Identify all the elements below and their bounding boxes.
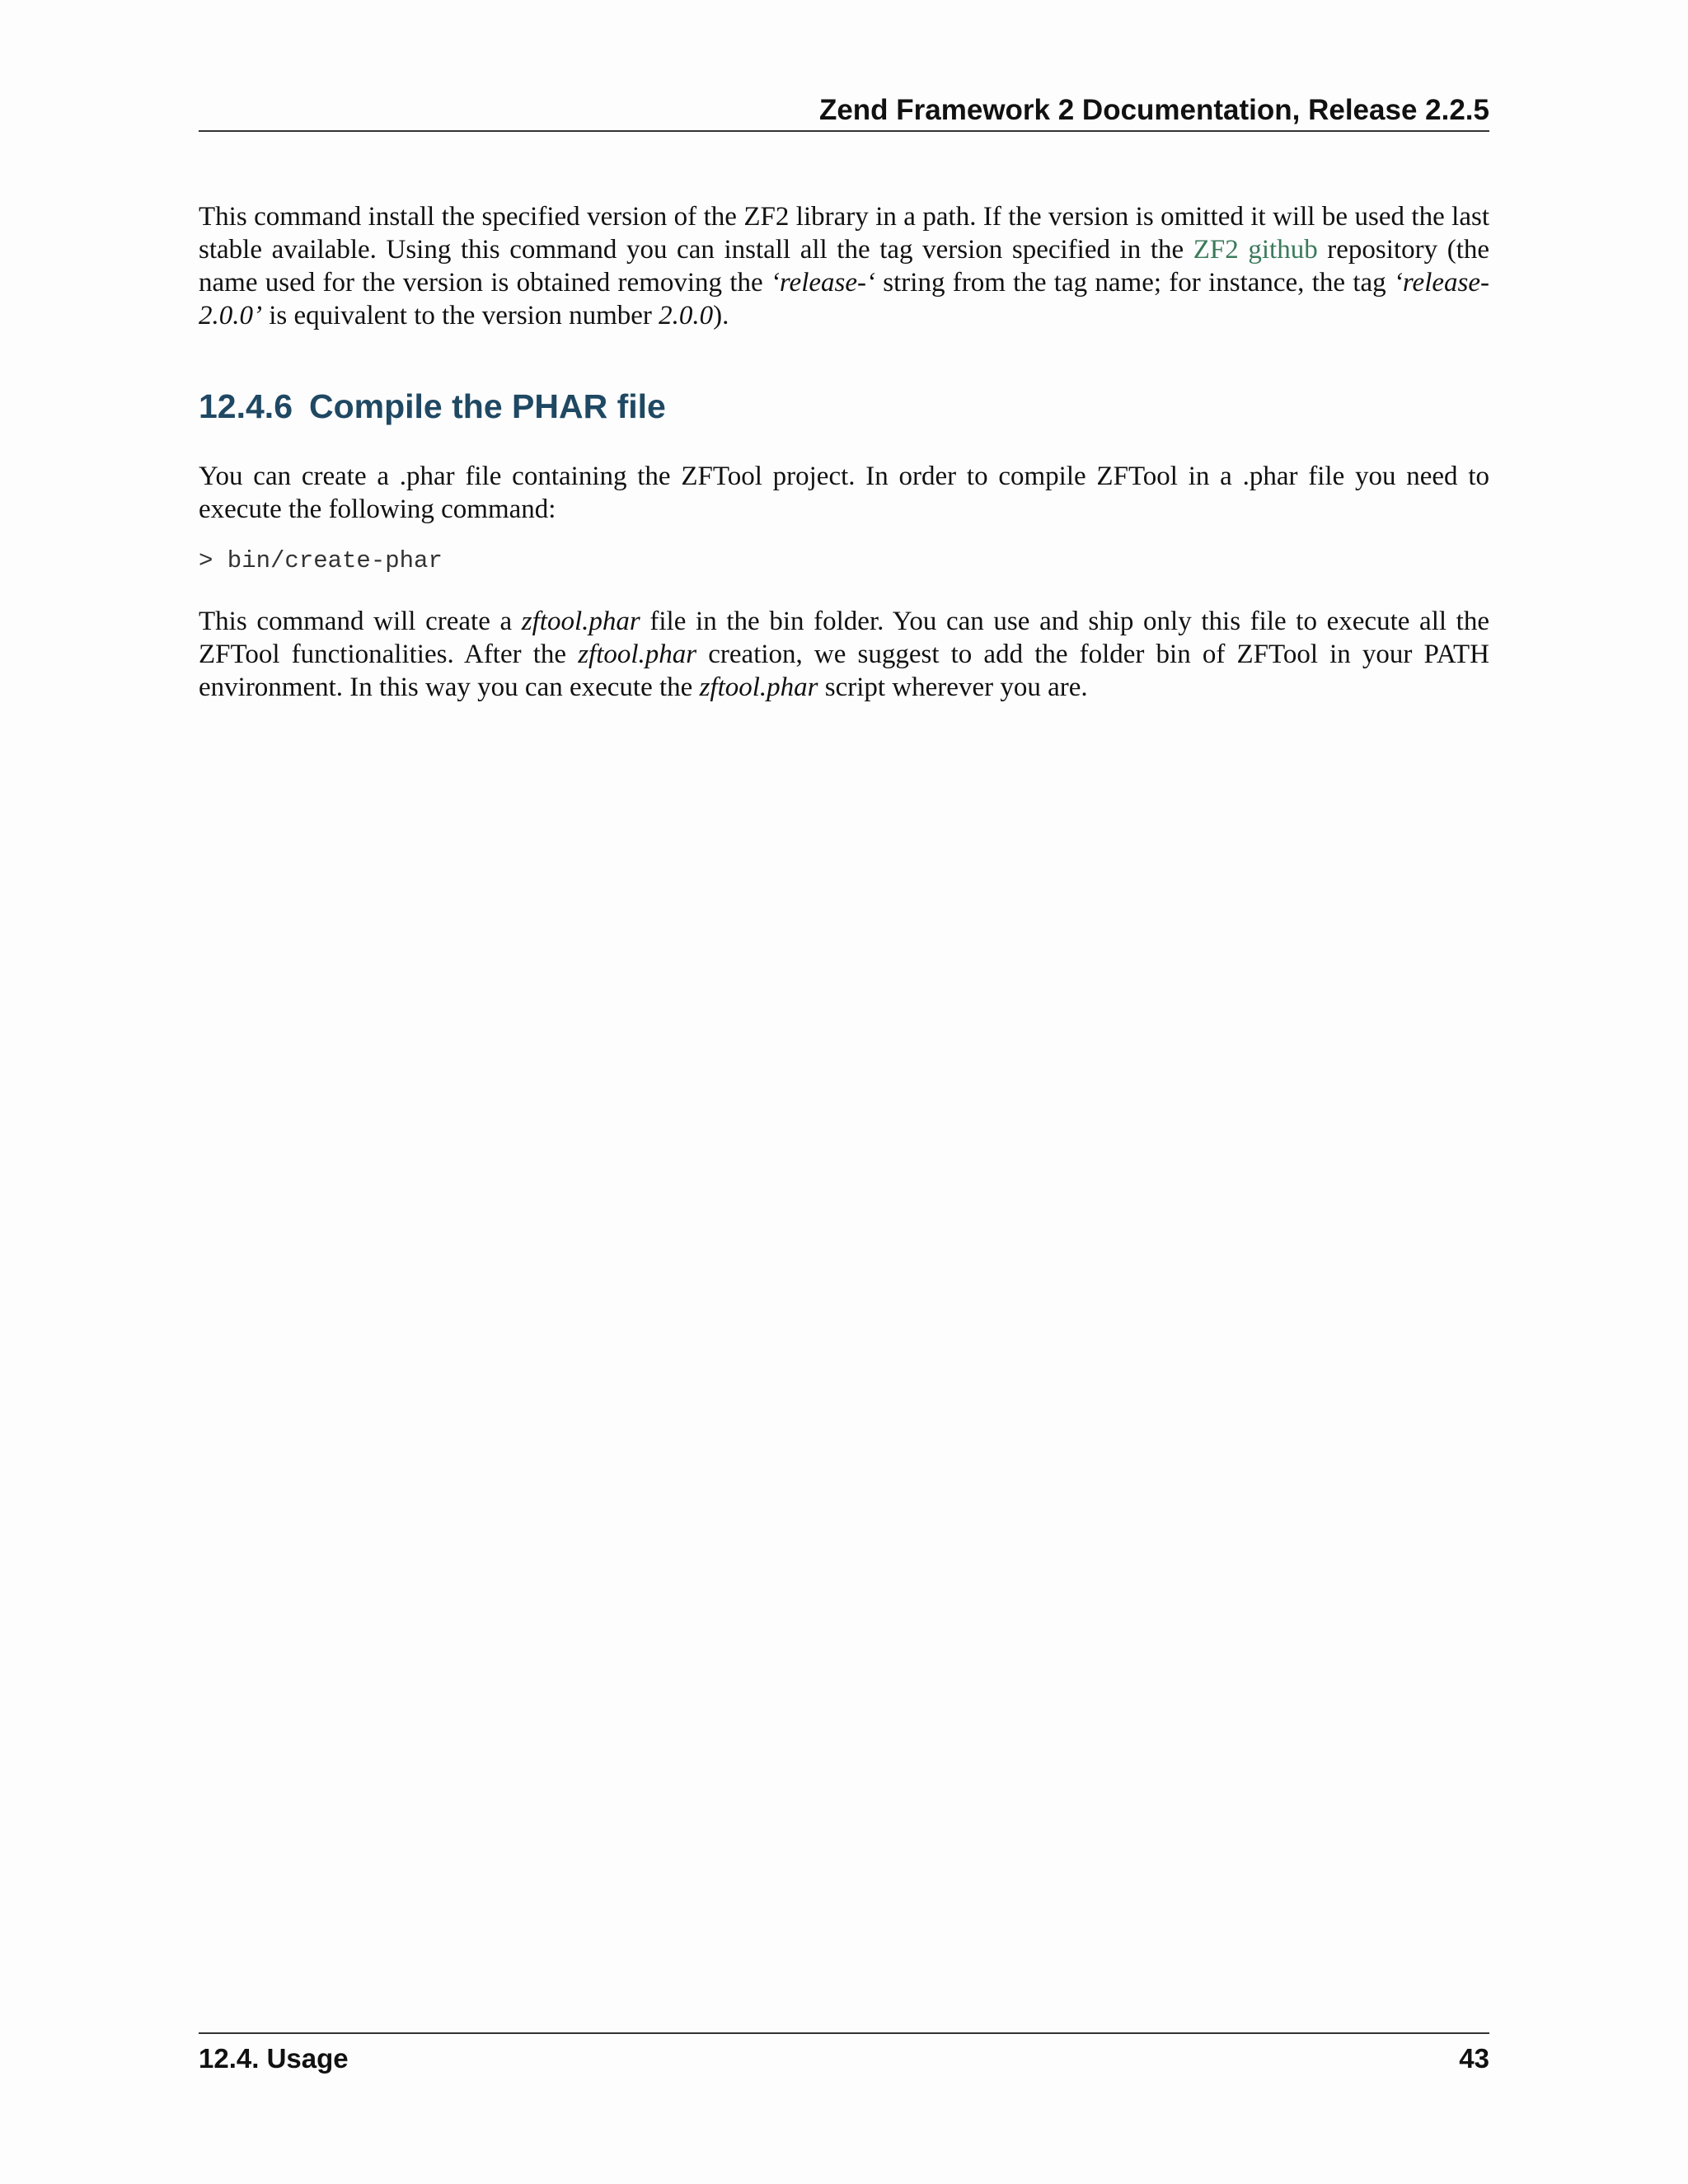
- code-block: > bin/create-phar: [199, 547, 443, 574]
- emphasis-text: 2.0.0: [659, 301, 714, 330]
- section-heading: [199, 385, 666, 428]
- paragraph-text: is equivalent to the version number: [262, 301, 659, 330]
- section-title: Compile the PHAR file: [309, 387, 666, 425]
- footer-section: 12.4. Usage: [199, 2043, 349, 2074]
- paragraph-text: This command will create a: [199, 607, 522, 636]
- emphasis-text: ‘release-‘: [770, 268, 875, 298]
- paragraph-text: ).: [713, 301, 729, 330]
- paragraph-phar-result: [199, 605, 1489, 704]
- page-number: 43: [1459, 2043, 1489, 2074]
- paragraph-text: repository (the name used for the version is obtained removing the: [199, 235, 1490, 298]
- emphasis-text: zftool.phar: [578, 640, 697, 669]
- page-footer: [199, 2032, 1489, 2083]
- zf2-github-link[interactable]: ZF2 github: [1193, 235, 1318, 265]
- paragraph-text: file in the bin folder. You can use and ship only this file to execute all the ZFTool functionalities. After the: [199, 607, 1489, 669]
- paragraph-text: string from the tag name; for instance, the tag: [874, 268, 1394, 298]
- paragraph-text: script wherever you are.: [818, 673, 1088, 702]
- paragraph-text: This command install the specified version of the ZF2 library in a path. If the version is omitted it will be used the last stable available. Using this command you can install all the tag version specified in the: [199, 202, 1489, 265]
- paragraph-install-version: [199, 200, 1489, 332]
- emphasis-text: zftool.phar: [699, 673, 818, 702]
- emphasis-text: zftool.phar: [521, 607, 640, 636]
- document-title: Zend Framework 2 Documentation, Release 2.2.5: [818, 94, 1489, 126]
- paragraph-text: creation, we suggest to add the folder bin of ZFTool in your PATH environment. In this way you can execute the: [199, 640, 1489, 702]
- section-number: 12.4.6: [199, 387, 293, 425]
- emphasis-text: ‘release-2.0.0’: [199, 268, 1489, 330]
- page-header: [199, 91, 1489, 132]
- paragraph-phar-intro: [199, 460, 1489, 526]
- paragraph-text: You can create a .phar file containing the ZFTool project. In order to compile ZFTool in a .phar file you need to execute the following command:: [199, 462, 1489, 524]
